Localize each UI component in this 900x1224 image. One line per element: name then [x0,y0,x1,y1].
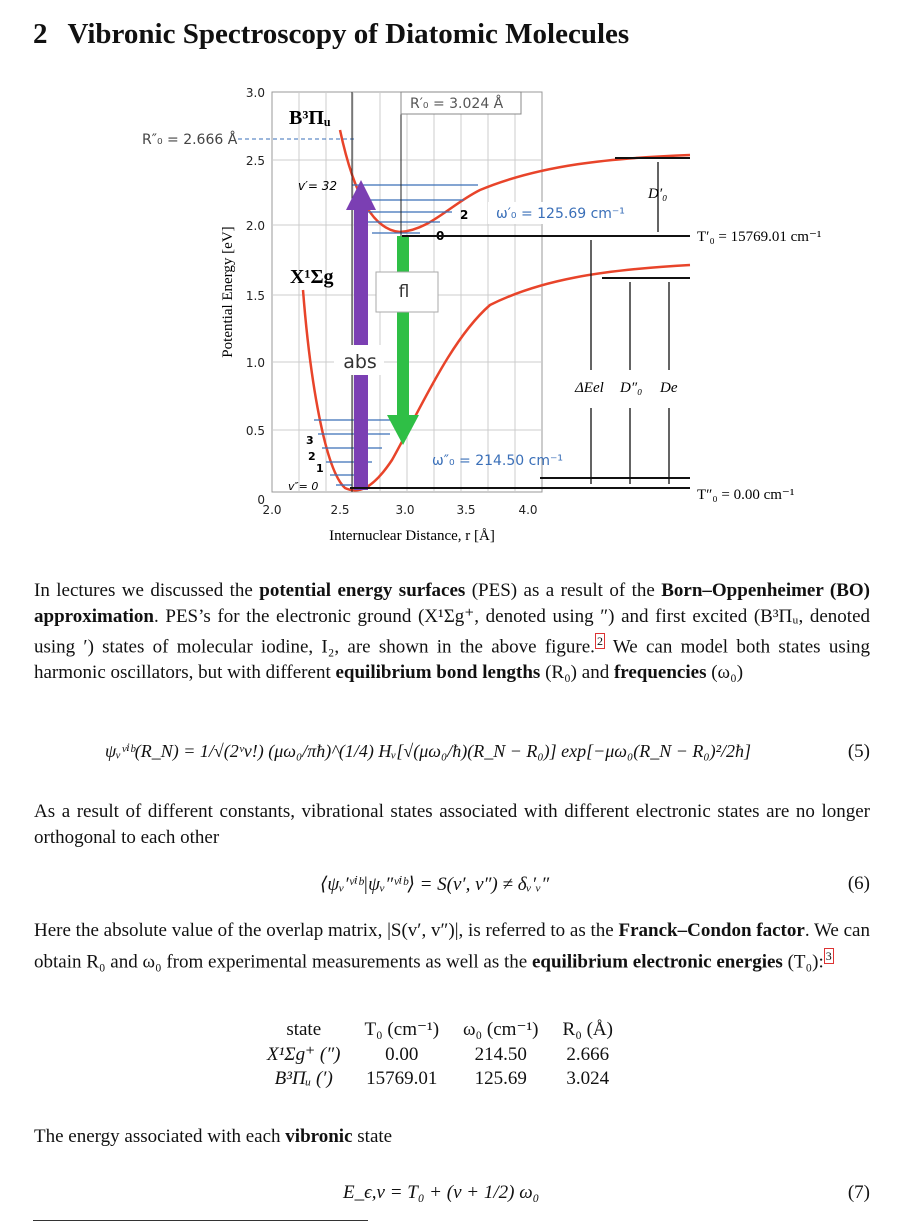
equation-6-number: (6) [847,873,870,894]
footnote-ref[interactable]: 2 [596,634,603,648]
fl-label: fl [398,282,410,302]
r0-lower-label: R″₀ = 2.666 Å [142,132,238,148]
equation-6 [0,873,900,901]
equation-7-body: E_ϵ,v = T₀ + (v + 1/2) ω₀ [343,1182,540,1203]
lower-state-label: X¹Σg [290,266,334,288]
x-tick: 3.5 [456,503,476,517]
x-axis-label: Internuclear Distance, r [Å] [329,528,495,544]
v-upper-2: 2 [460,208,469,222]
section-heading: Vibronic Spectroscopy of Diatomic Molecules [67,18,630,50]
x-tick: 2.0 [262,503,282,517]
abs-label: abs [343,351,377,373]
abs-arrow [346,180,376,490]
d-upper-label: D′₀ [648,186,668,202]
equation-5-body: ψᵥᵛⁱᵇ(R_N) = 1/√(2ᵛv!) (μω₀/πħ)^(1/4) Hᵥ[√(μω₀/ħ)(R_N − R₀)] exp[−μω₀(R_N − R₀)²/2ħ] [105,741,752,761]
fl-arrow [387,236,419,445]
table-cell: 125.69 [474,1068,527,1089]
x-ticks [262,503,537,517]
table-cell: 2.666 [566,1043,610,1065]
d-lower-label: D″₀ [620,380,643,396]
upper-state-label: B³Πᵤ [289,107,331,129]
v-upper-0: 0 [436,229,445,243]
t-lower-label: T″₀ = 0.00 cm⁻¹ [697,487,795,503]
table-header: ω₀ (cm⁻¹) [463,1019,539,1040]
omega-upper-label: ω′₀ = 125.69 cm⁻¹ [496,206,625,222]
v-upper-max: v′= 32 [298,179,337,193]
table-cell: 214.50 [474,1043,527,1065]
table-row [255,1042,625,1067]
x-tick: 4.0 [518,503,538,517]
de-label: De [660,380,678,396]
table-header-row [255,1017,625,1042]
v-lower-1: 1 [316,462,324,475]
y-axis-label: Potential Energy [eV] [220,226,236,358]
y-tick: 1.0 [245,356,265,370]
equation-7-number: (7) [847,1182,870,1203]
delta-e-label: ΔEel [575,380,604,396]
equation-7 [0,1182,900,1210]
equation-5-number: (5) [847,741,870,762]
constants-table [255,1017,625,1091]
omega-lower-label: ω″₀ = 214.50 cm⁻¹ [432,453,563,469]
section-number: 2 [33,18,48,50]
table-cell: X¹Σg⁺ (″) [267,1044,341,1065]
paragraph-orthogonal: As a result of different constants, vibrational states associated with different electronic states are no longer orthogonal to each other [34,801,870,848]
y-tick: 3.0 [245,86,265,100]
v-lower-3: 3 [306,434,314,447]
paragraph-franck-condon: Here the absolute value of the overlap matrix, |S(v′, v″)|, is referred to as the Franck–Condon factor. We can obtain R₀ and ω₀ from experimental measurements as well as the equilibrium electronic energies (T₀): $^3$ [34,920,870,972]
y-tick: 0 [257,493,265,507]
y-ticks [246,86,265,507]
table-cell: 15769.01 [366,1068,438,1089]
t-upper-label: T′₀ = 15769.01 cm⁻¹ [697,229,822,245]
table-cell: B³Πᵤ (′) [274,1068,333,1089]
x-tick: 2.5 [330,503,350,517]
r0-upper-label: R′₀ = 3.024 Å [410,96,504,112]
pes-figure [0,0,900,560]
footnote-ref[interactable]: 3 [825,948,832,963]
paragraph-pes: In lectures we discussed the potential energy surfaces (PES) as a result of the Born–Oppenheimer (BO) approximation. PES’s for the electronic ground (X¹Σg⁺, denoted using ″) and first excited (B³Πᵤ, denoted using ′) states of molecular iodine, I₂, are shown in the above figure. $^2$ We can model both states using harmonic oscillators, but with different equilibrium bond lengths (R₀) and frequencies (ω₀) [34,580,870,683]
table-cell: 0.00 [385,1043,419,1065]
table-row [255,1067,625,1091]
equation-6-body: ⟨ψᵥ′ᵛⁱᵇ|ψᵥ″ᵛⁱᵇ⟩ = S(v′, v″) ≠ δᵥ′ᵥ″ [320,874,550,895]
x-tick: 3.0 [395,503,415,517]
v-lower-2: 2 [308,450,316,463]
equation-5 [0,741,900,781]
y-tick: 2.0 [245,219,265,233]
paragraph-vibronic: The energy associated with each vibronic state [34,1126,393,1147]
table-header: state [286,1018,322,1040]
footnote-rule [33,1220,368,1221]
v-lower-0: v″= 0 [288,480,319,493]
table-header: R₀ (Å) [562,1018,613,1040]
table-cell: 3.024 [566,1068,610,1089]
y-tick: 1.5 [245,289,265,303]
y-tick: 2.5 [245,154,265,168]
y-tick: 0.5 [245,424,265,438]
table-header: T₀ (cm⁻¹) [364,1019,440,1040]
